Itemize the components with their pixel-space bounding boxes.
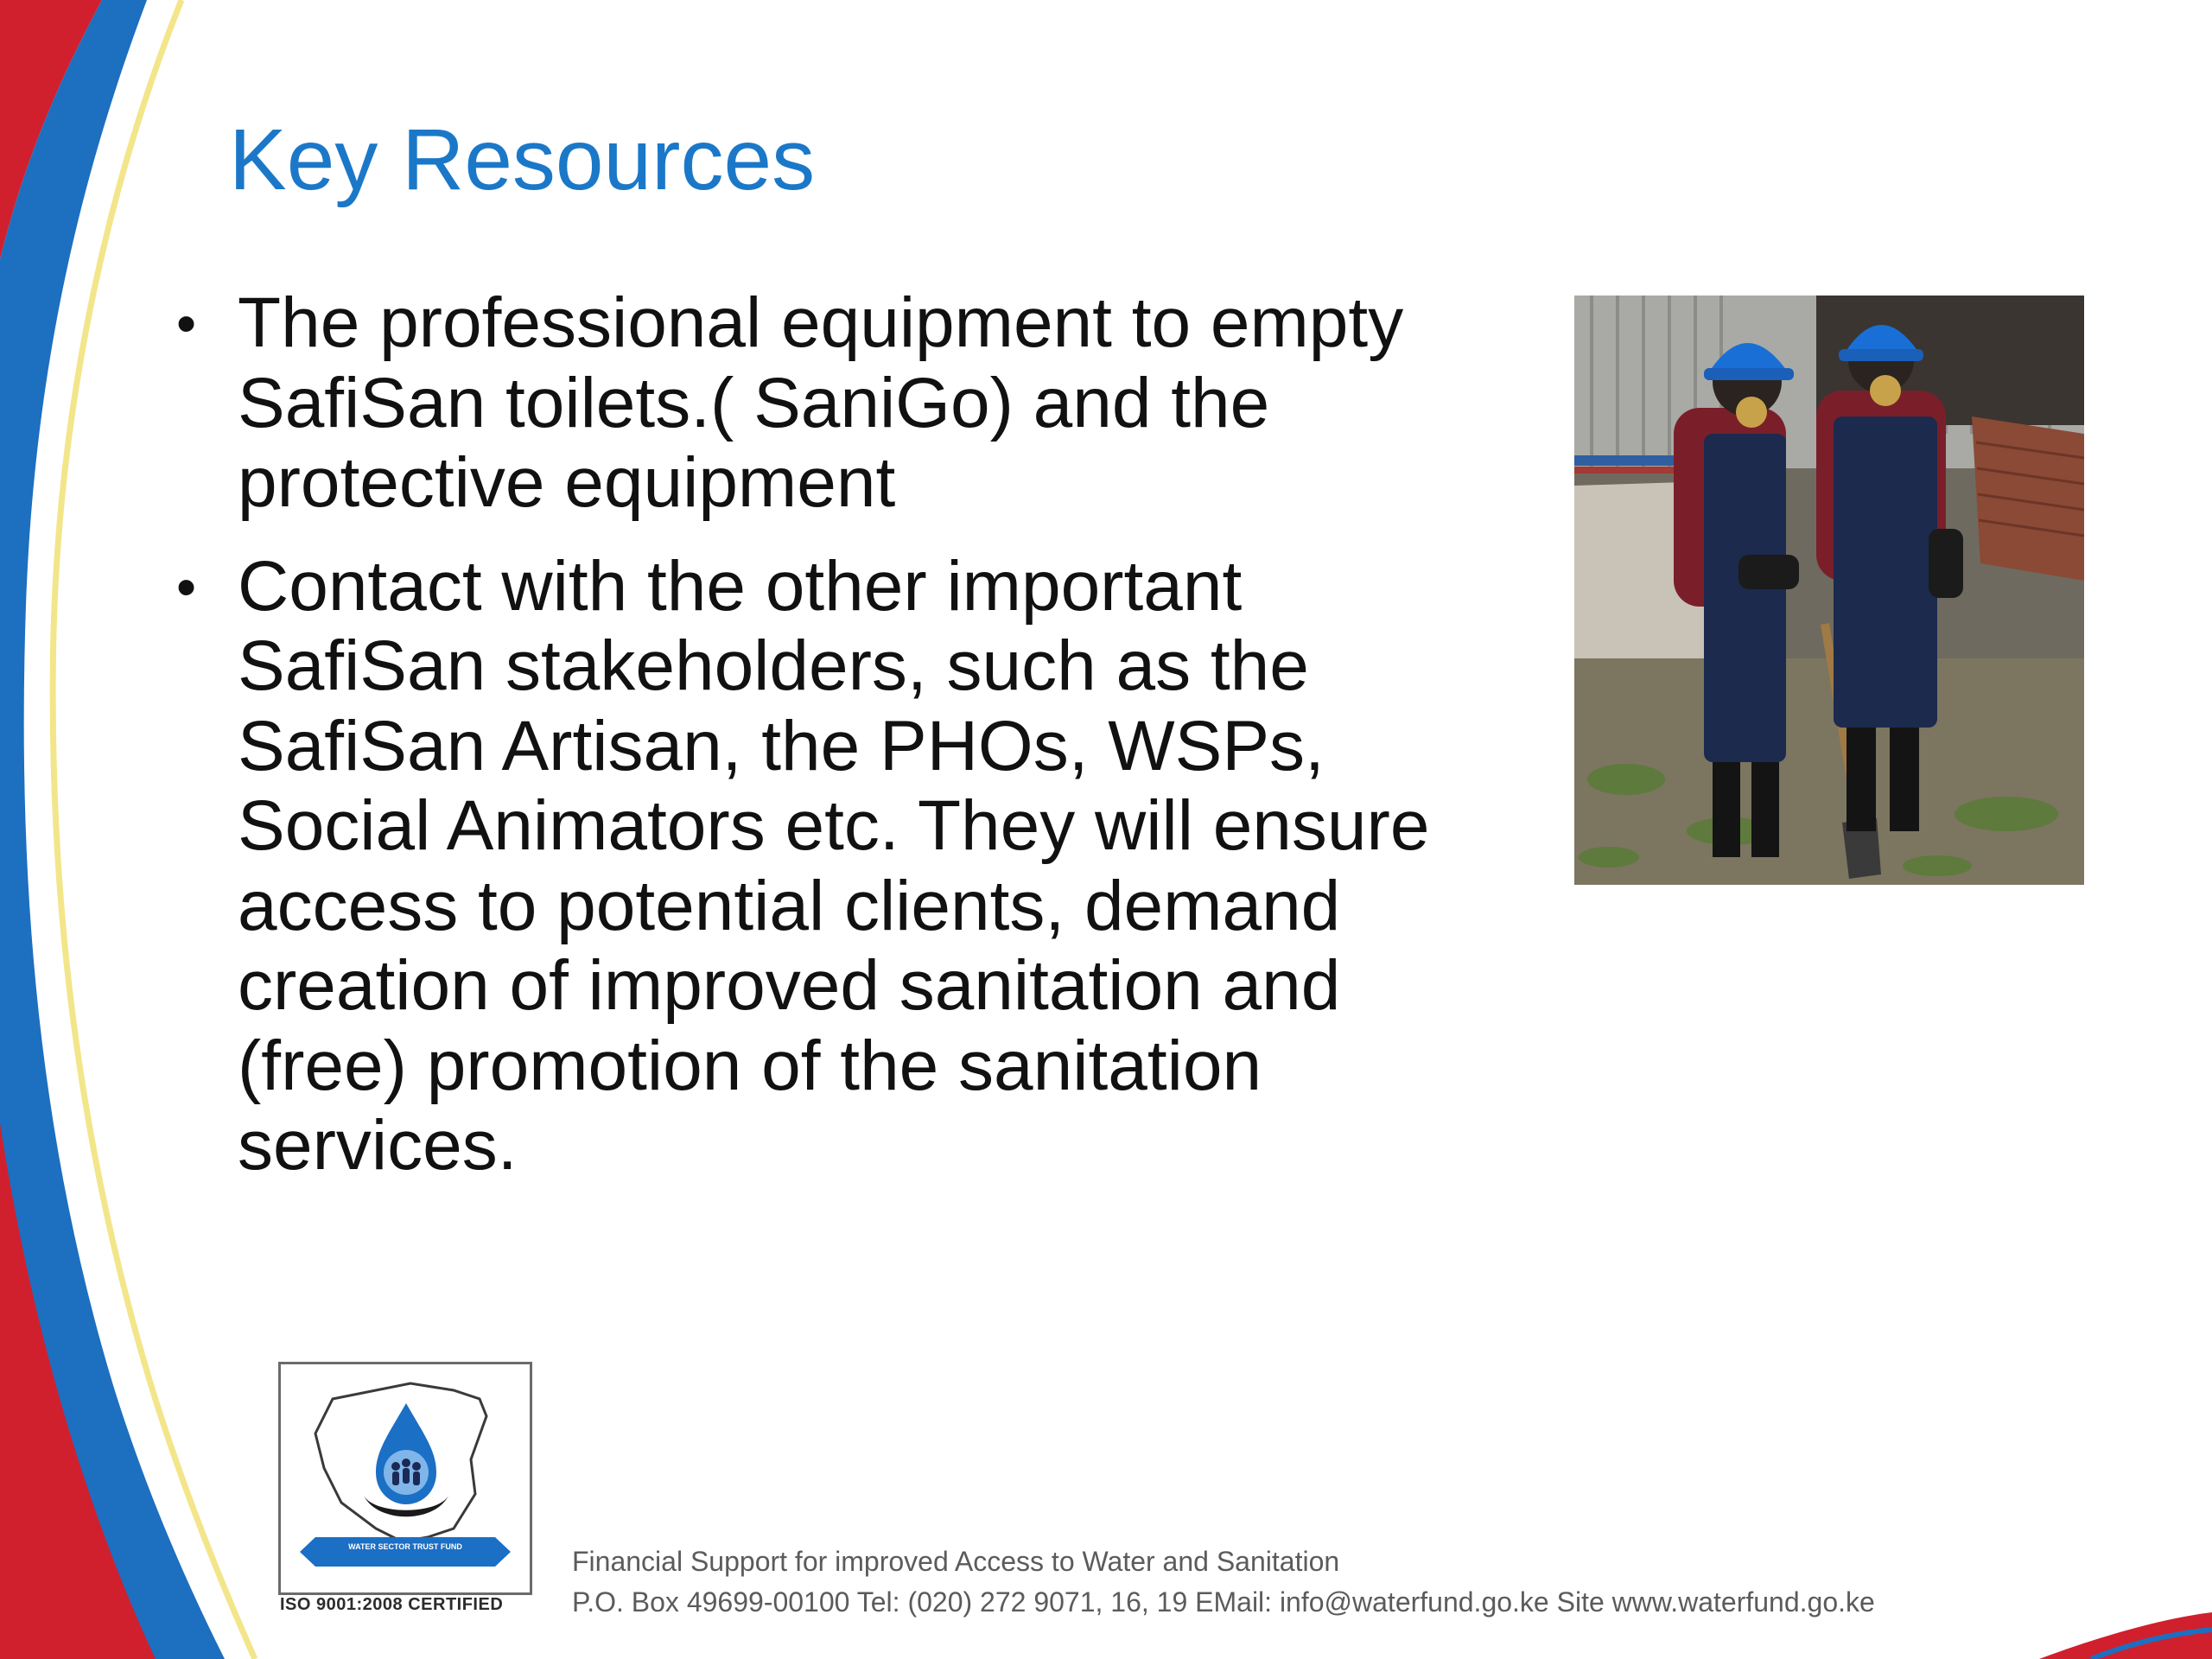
bullet-item [176, 547, 1524, 1186]
bullet-glyph: • [176, 291, 197, 355]
footer-tagline: Financial Support for improved Access to Water and Sanitation [572, 1546, 1340, 1577]
iso-certification: ISO 9001:2008 CERTIFIED [280, 1595, 504, 1614]
bullet-text-line: SafiSan toilets.( SaniGo) and the [238, 363, 1270, 442]
bullet-text-line: services. [238, 1106, 518, 1185]
bullet-text-line: SafiSan Artisan, the PHOs, WSPs, [238, 706, 1325, 785]
slide-title: Key Resources [229, 111, 816, 208]
bullet-list [176, 283, 1524, 1210]
workers-photo [1574, 296, 2084, 885]
workers-in-protective-equipment-photo [1574, 296, 2084, 885]
bullet-text-line: access to potential clients, demand [238, 866, 1341, 945]
bullet-text-line: SafiSan stakeholders, such as the [238, 626, 1309, 705]
organization-logo [278, 1362, 532, 1595]
bullet-text-line: (free) promotion of the sanitation [238, 1026, 1262, 1105]
footer-contact: P.O. Box 49699-00100 Tel: (020) 272 9071, 16, 19 EMail: info@waterfund.go.ke Site www.waterfund.go.ke [572, 1586, 1875, 1618]
bullet-item [176, 283, 1524, 524]
bullet-text-line: Social Animators etc. They will ensure [238, 786, 1430, 865]
bullet-text-line: protective equipment [238, 443, 896, 522]
bullet-glyph: • [176, 554, 197, 619]
kenya-map-water-drop-logo [281, 1364, 530, 1592]
bullet-text-line: The professional equipment to empty [238, 283, 1404, 362]
bullet-text-line: Contact with the other important [238, 546, 1243, 626]
bullet-text-line: creation of improved sanitation and [238, 946, 1341, 1025]
logo-banner-text: WATER SECTOR TRUST FUND [348, 1542, 462, 1551]
